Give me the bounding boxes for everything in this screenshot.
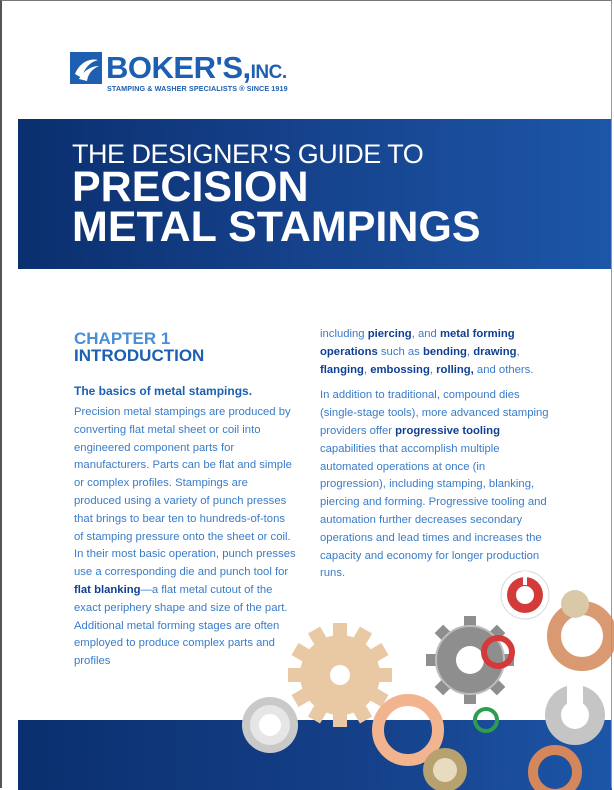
banner-subtitle: THE DESIGNER'S GUIDE TO	[72, 139, 424, 169]
text-fragment: ,	[363, 363, 371, 376]
chapter-title: INTRODUCTION	[74, 346, 205, 365]
text-fragment: including	[320, 328, 368, 340]
logo-inc-text: INC.	[250, 62, 287, 83]
text-fragment: ,	[429, 363, 437, 376]
gray-clip-icon	[545, 685, 605, 745]
tan-ring-icon	[561, 590, 589, 618]
copper-ring-icon	[554, 608, 610, 664]
text-fragment: ,	[516, 345, 520, 358]
term-embossing: embossing	[370, 363, 430, 376]
text-fragment: In addition to traditional, compound dies (single-stage tools), more advanced stamping providers offer	[320, 389, 549, 437]
term-metal-forming-operations: metal forming operations	[320, 328, 515, 358]
text-fragment: capabilities that accomplish multiple automated operations at once (in progression), including stamping, blanking, piercing and forming. Progressive tooling and automation further decreases secondary operations and lead times and increases the capacity and economy for longer production runs.	[320, 442, 547, 580]
term-rolling: rolling,	[436, 363, 474, 376]
term-drawing: drawing	[473, 345, 517, 358]
chapter-number: CHAPTER 1	[74, 329, 171, 348]
term-piercing: piercing	[367, 328, 412, 340]
left-paragraph-end: —a flat metal cutout of the exact periphery shape and size of the part. Additional metal forming stages are often employed to produce complex parts and profiles	[74, 583, 288, 668]
stamped-parts-illustration	[230, 540, 614, 790]
term-progressive-tooling: progressive tooling	[395, 424, 500, 437]
red-washer-icon	[501, 571, 549, 619]
left-paragraph-start: Precision metal stampings are produced by converting flat metal sheet or coil into engineered component parts for manufacturers. Parts can be flat and simple or complex profiles. Stampings are produced using a variety of punch presses that brings to bear ten to hundreds-of-tons of stamping pressure onto the sheet or coil. In their most basic operation, punch presses use a corresponding die and punch tool for	[74, 406, 296, 579]
copper-washer-icon	[533, 750, 577, 790]
logo-name-text: BOKER'S,	[106, 50, 251, 85]
gold-washer-icon	[423, 748, 467, 790]
banner-title-line1: PRECISION	[72, 163, 309, 211]
banner-title-line2: METAL STAMPINGS	[72, 203, 481, 251]
term-flat-blanking: flat blanking	[74, 583, 141, 596]
green-ring-icon	[475, 709, 497, 731]
section-heading: The basics of metal stampings.	[74, 384, 253, 398]
text-fragment: and others.	[473, 363, 534, 376]
term-bending: bending	[422, 345, 467, 358]
title-banner	[18, 119, 612, 269]
boker-logo-mark-icon	[70, 52, 102, 84]
text-fragment: ,	[466, 345, 474, 358]
right-paragraph-1	[320, 326, 550, 379]
text-fragment: such as	[377, 345, 423, 358]
orange-ring-icon	[378, 700, 438, 760]
text-fragment: , and	[411, 328, 440, 340]
banner-title	[72, 163, 481, 251]
silver-washer-icon	[242, 697, 298, 753]
term-flanging: flanging	[320, 363, 364, 376]
gold-gear-icon	[288, 623, 392, 727]
logo-tagline: STAMPING & WASHER SPECIALISTS ® SINCE 1919	[107, 84, 288, 93]
silver-gear-icon	[426, 616, 514, 704]
company-logo	[70, 46, 300, 96]
